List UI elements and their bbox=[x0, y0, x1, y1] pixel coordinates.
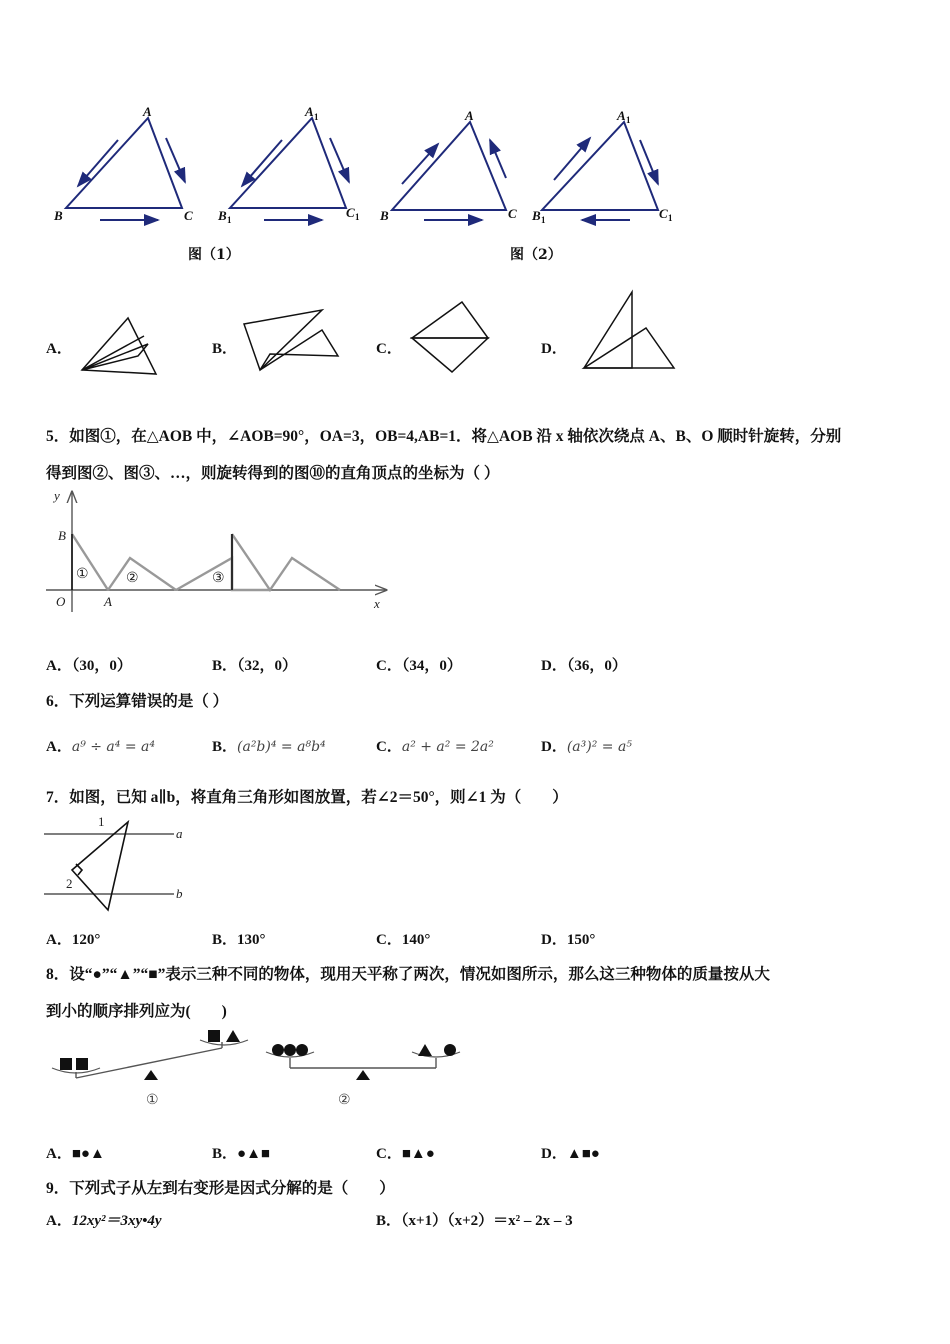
q9-stem: 9．下列式子从左到右变形是因式分解的是（ ） bbox=[46, 1180, 395, 1197]
angle-1-label: 1 bbox=[98, 814, 105, 829]
q4-option-c-figure[interactable] bbox=[408, 298, 496, 378]
region-1-label: ① bbox=[76, 567, 89, 582]
line-a-label: a bbox=[176, 826, 183, 841]
q7-stem: 7．如图，已知 a∥b，将直角三角形如图放置，若∠2＝50°，则∠1 为（ ） bbox=[46, 789, 568, 806]
q8-option-b-text[interactable]: ●▲■ bbox=[237, 1146, 270, 1162]
q8-stem-line2: 到小的顺序排列应为( ) bbox=[46, 1003, 227, 1020]
label-b-2: B bbox=[380, 208, 389, 223]
q5-stem-line2: 得到图②、图③、…，则旋转得到的图⑩的直角顶点的坐标为（ ） bbox=[46, 465, 500, 482]
q8-option-d-text[interactable]: ▲■● bbox=[566, 1146, 600, 1162]
q6-option-a-label[interactable]: A． bbox=[46, 739, 72, 755]
q6-stem: 6．下列运算错误的是（ ） bbox=[46, 693, 229, 710]
triangle-abc-2 bbox=[392, 122, 506, 220]
q4-option-c-label[interactable]: C． bbox=[376, 341, 402, 357]
triangle-a1b1c1-1 bbox=[230, 118, 349, 220]
q4-option-a-label[interactable]: A． bbox=[46, 341, 72, 357]
label-c: C bbox=[184, 208, 193, 223]
q7-option-d-label[interactable]: D． bbox=[541, 932, 567, 948]
q7-option-a-label[interactable]: A． bbox=[46, 932, 72, 948]
q8-option-b-label[interactable]: B． bbox=[212, 1146, 238, 1162]
label-c1: C bbox=[346, 205, 355, 220]
q5-option-a-label[interactable]: A． bbox=[46, 658, 72, 674]
label-c1-2: C bbox=[659, 206, 668, 221]
q6-option-b-label[interactable]: B． bbox=[212, 739, 238, 755]
q6-option-d-label[interactable]: D． bbox=[541, 739, 567, 755]
svg-text:1: 1 bbox=[668, 213, 673, 223]
q5-stem-line1: 5．如图①，在△AOB 中，∠AOB=90°，OA=3，OB=4,AB=1．将△AOB 沿 x 轴依次绕点 A、B、O 顺时针旋转，分别 bbox=[46, 428, 842, 445]
q6-option-d-formula[interactable]: (a³)² = a⁵ bbox=[566, 739, 632, 755]
caption-fig2: 图（2） bbox=[510, 247, 562, 263]
balance-1 bbox=[52, 1030, 248, 1080]
label-a-2: A bbox=[465, 108, 474, 123]
q6-option-a-formula[interactable]: a⁹ ÷ a⁴ = a⁴ bbox=[71, 739, 155, 755]
q5-option-b-text[interactable]: （32，0） bbox=[237, 658, 298, 674]
q7-option-a-text[interactable]: 120° bbox=[71, 932, 101, 948]
svg-text:1: 1 bbox=[355, 212, 360, 222]
q6-option-c-label[interactable]: C． bbox=[376, 739, 402, 755]
q5-option-c-label[interactable]: C． bbox=[376, 658, 402, 674]
label-a: A bbox=[143, 104, 152, 119]
q4-option-d-label[interactable]: D． bbox=[541, 341, 567, 357]
point-a-label: A bbox=[104, 594, 112, 609]
q9-option-a-text[interactable]: 12xy²＝3xy•4y bbox=[71, 1213, 162, 1229]
q7-parallel-lines-figure bbox=[44, 812, 204, 916]
q6-option-b-formula[interactable]: (a²b)⁴ = a⁸b⁴ bbox=[237, 739, 326, 755]
label-a1-2: A bbox=[617, 108, 626, 123]
q5-option-c-text[interactable]: （34，0） bbox=[401, 658, 462, 674]
q9-option-a-label[interactable]: A． bbox=[46, 1213, 72, 1229]
svg-text:1: 1 bbox=[541, 215, 546, 225]
q4-option-a-figure[interactable] bbox=[78, 314, 160, 376]
q8-stem-line1: 8．设“●”“▲”“■”表示三种不同的物体，现用天平称了两次，情况如图所示，那么这三种物体的质量按从大 bbox=[46, 966, 770, 983]
label-b1: B bbox=[218, 208, 227, 223]
origin-label: O bbox=[56, 594, 66, 609]
caption-fig1: 图（1） bbox=[188, 247, 240, 263]
q7-option-d-text[interactable]: 150° bbox=[566, 932, 596, 948]
label-c-2: C bbox=[508, 206, 517, 221]
label-b: B bbox=[54, 208, 63, 223]
point-b-label: B bbox=[58, 528, 66, 543]
balance-2-label: ② bbox=[338, 1093, 351, 1108]
region-3-label: ③ bbox=[212, 571, 225, 586]
line-b-label: b bbox=[176, 886, 183, 901]
q7-option-c-text[interactable]: 140° bbox=[401, 932, 431, 948]
q6-option-c-formula[interactable]: a² + a² = 2a² bbox=[401, 739, 494, 755]
q4-option-b-figure[interactable] bbox=[240, 306, 344, 376]
label-a1: A bbox=[305, 104, 314, 119]
axis-label-x: x bbox=[374, 596, 380, 611]
q8-option-a-label[interactable]: A． bbox=[46, 1146, 72, 1162]
triangle-a1b1c1-2 bbox=[542, 122, 658, 220]
region-2-label: ② bbox=[126, 571, 139, 586]
q9-option-b-label[interactable]: B． bbox=[376, 1213, 402, 1229]
q5-rotation-chart bbox=[40, 484, 400, 616]
q4-option-b-label[interactable]: B． bbox=[212, 341, 238, 357]
svg-text:1: 1 bbox=[227, 215, 232, 225]
q5-option-b-label[interactable]: B． bbox=[212, 658, 238, 674]
q5-option-a-text[interactable]: （30，0） bbox=[71, 658, 132, 674]
q7-option-c-label[interactable]: C． bbox=[376, 932, 402, 948]
q8-balance-figure bbox=[46, 1028, 466, 1110]
q4-option-d-figure[interactable] bbox=[578, 288, 678, 372]
svg-text:1: 1 bbox=[626, 115, 631, 125]
balance-1-label: ① bbox=[146, 1093, 159, 1108]
triangle-abc-1 bbox=[66, 118, 185, 220]
q8-option-c-label[interactable]: C． bbox=[376, 1146, 402, 1162]
balance-2 bbox=[266, 1044, 460, 1080]
q7-option-b-label[interactable]: B． bbox=[212, 932, 238, 948]
q7-option-b-text[interactable]: 130° bbox=[237, 932, 266, 948]
q5-option-d-text[interactable]: （36，0） bbox=[566, 658, 627, 674]
label-b1-2: B bbox=[532, 208, 541, 223]
angle-2-label: 2 bbox=[66, 876, 73, 891]
q5-option-d-label[interactable]: D． bbox=[541, 658, 567, 674]
q9-option-b-text[interactable]: （x+1）（x+2）＝x² – 2x – 3 bbox=[401, 1213, 573, 1229]
q8-option-a-text[interactable]: ■●▲ bbox=[71, 1146, 105, 1162]
rotation-figure bbox=[40, 100, 690, 270]
q8-option-c-text[interactable]: ■▲● bbox=[401, 1146, 435, 1162]
q8-option-d-label[interactable]: D． bbox=[541, 1146, 567, 1162]
svg-text:1: 1 bbox=[314, 112, 319, 122]
axis-label-y: y bbox=[54, 488, 60, 503]
q5-options bbox=[46, 654, 132, 675]
